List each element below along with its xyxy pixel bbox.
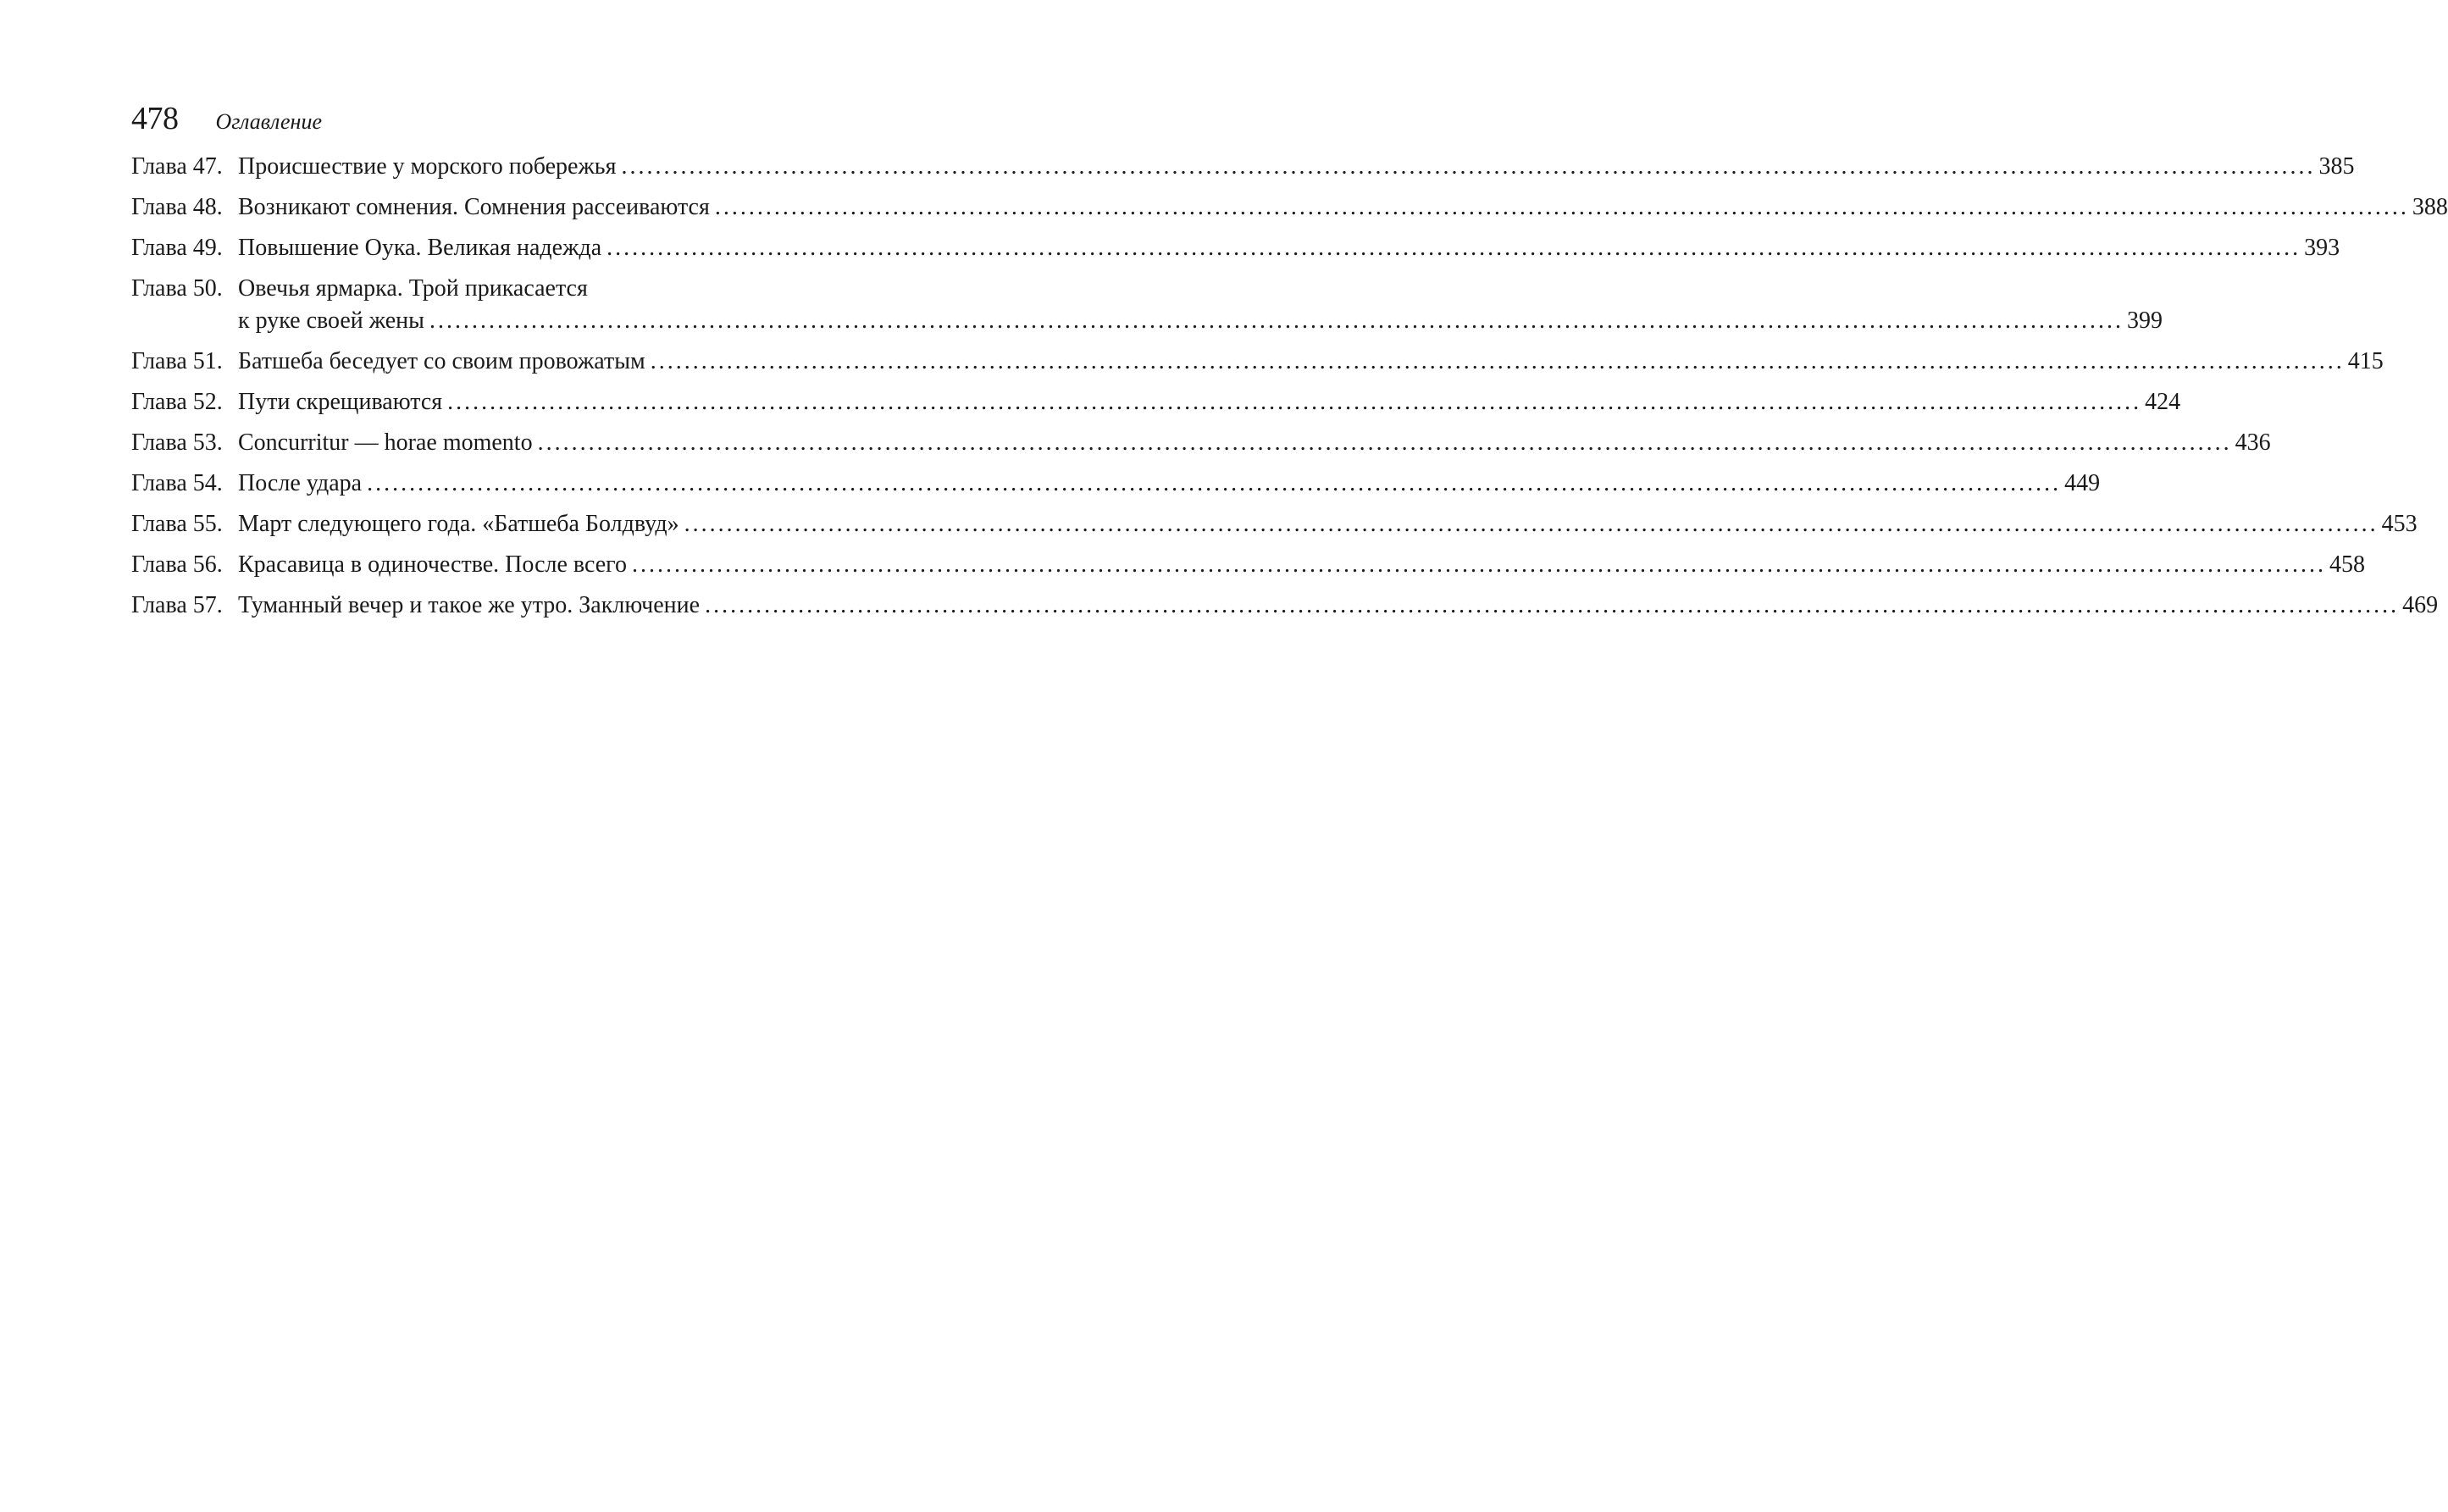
dot-leader: ........................................................................................................................................................................................................ (367, 470, 2062, 496)
chapter-title: к руке своей жены (238, 307, 424, 334)
toc-entry (131, 346, 2384, 378)
chapter-number: Глава 57. (131, 592, 223, 618)
chapter-number: Глава 56. (131, 551, 223, 578)
chapter-title-line (238, 232, 2340, 264)
chapter-title-line (238, 151, 2355, 183)
chapter-title: Красавица в одиночестве. После всего (238, 551, 627, 578)
chapter-title-block (238, 232, 2340, 264)
page-reference: 469 (2402, 592, 2439, 618)
toc-entry (131, 386, 2181, 418)
chapter-title-line (238, 386, 2181, 418)
toc-entry (131, 191, 2448, 224)
dot-leader: ........................................................................................................................................................................................................ (650, 348, 2345, 374)
page-reference: 449 (2064, 470, 2101, 496)
chapter-number: Глава 47. (131, 153, 223, 180)
chapter-title-block (238, 386, 2181, 418)
chapter-title-block (238, 508, 2418, 540)
dot-leader: ........................................................................................................................................................................................................ (429, 307, 2124, 334)
chapter-number: Глава 51. (131, 348, 223, 374)
chapter-title: После удара (238, 470, 363, 496)
page-number: 478 (131, 101, 179, 136)
chapter-title: Овечья ярмарка. Трой прикасается (238, 275, 588, 302)
toc-entry (131, 549, 2365, 581)
chapter-title-line (238, 273, 853, 305)
running-title: Оглавление (215, 109, 322, 134)
chapter-number: Глава 49. (131, 235, 223, 261)
chapter-title-line (238, 305, 2163, 337)
dot-leader: ........................................................................................................................................................................................................ (705, 592, 2400, 618)
chapter-title: Возникают сомнения. Сомнения рассеиваются (238, 194, 710, 220)
page-reference: 415 (2347, 348, 2384, 374)
chapter-number: Глава 48. (131, 194, 223, 220)
page-reference: 453 (2381, 511, 2418, 537)
chapter-title: Происшествие у морского побережья (238, 153, 617, 180)
chapter-title: Туманный вечер и такое же утро. Заключение (238, 592, 701, 618)
page-reference: 385 (2318, 153, 2355, 180)
chapter-title-line (238, 508, 2418, 540)
toc-entry (131, 427, 2271, 459)
page-reference: 458 (2329, 551, 2365, 578)
chapter-title-line (238, 191, 2448, 224)
page-reference: 436 (2235, 429, 2271, 456)
chapter-number: Глава 54. (131, 470, 223, 496)
chapter-title-block (238, 346, 2384, 378)
chapter-title: Батшеба беседует со своим провожатым (238, 348, 645, 374)
chapter-title-line (238, 549, 2365, 581)
chapter-title: Март следующего года. «Батшеба Болдвуд» (238, 511, 679, 537)
chapter-number: Глава 52. (131, 389, 223, 415)
toc-entry (131, 508, 2418, 540)
page-reference: 399 (2126, 307, 2163, 334)
toc-entry (131, 590, 2439, 622)
chapter-number: Глава 55. (131, 511, 223, 537)
page-reference: 424 (2145, 389, 2181, 415)
dot-leader: ........................................................................................................................................................................................................ (537, 429, 2232, 456)
toc-entry (131, 468, 2101, 500)
toc-entry (131, 151, 2355, 183)
chapter-title-block (238, 468, 2101, 500)
chapter-title-block (238, 590, 2439, 622)
toc-entry (131, 232, 2340, 264)
dot-leader: ........................................................................................................................................................................................................ (684, 511, 2379, 537)
chapter-title-line (238, 590, 2439, 622)
chapter-title-line (238, 427, 2271, 459)
page-reference: 388 (2412, 194, 2448, 220)
chapter-title: Повышение Оука. Великая надежда (238, 235, 602, 261)
dot-leader: ........................................................................................................................................................................................................ (447, 389, 2142, 415)
chapter-title-block (238, 427, 2271, 459)
chapter-title-block (238, 273, 2163, 337)
table-of-contents (131, 151, 2448, 630)
dot-leader: ........................................................................................................................................................................................................ (606, 235, 2301, 261)
chapter-title-line (238, 468, 2101, 500)
toc-entry (131, 273, 2163, 337)
dot-leader: ........................................................................................................................................................................................................ (714, 194, 2409, 220)
page-header (131, 100, 322, 137)
chapter-title-block (238, 549, 2365, 581)
chapter-number: Глава 53. (131, 429, 223, 456)
page-reference: 393 (2304, 235, 2340, 261)
dot-leader: ........................................................................................................................................................................................................ (621, 153, 2316, 180)
chapter-title: Concurritur — horae momento (238, 429, 533, 456)
chapter-title-block (238, 151, 2355, 183)
chapter-title-line (238, 346, 2384, 378)
chapter-title: Пути скрещиваются (238, 389, 443, 415)
chapter-number: Глава 50. (131, 275, 223, 302)
chapter-title-block (238, 191, 2448, 224)
dot-leader: ........................................................................................................................................................................................................ (631, 551, 2326, 578)
